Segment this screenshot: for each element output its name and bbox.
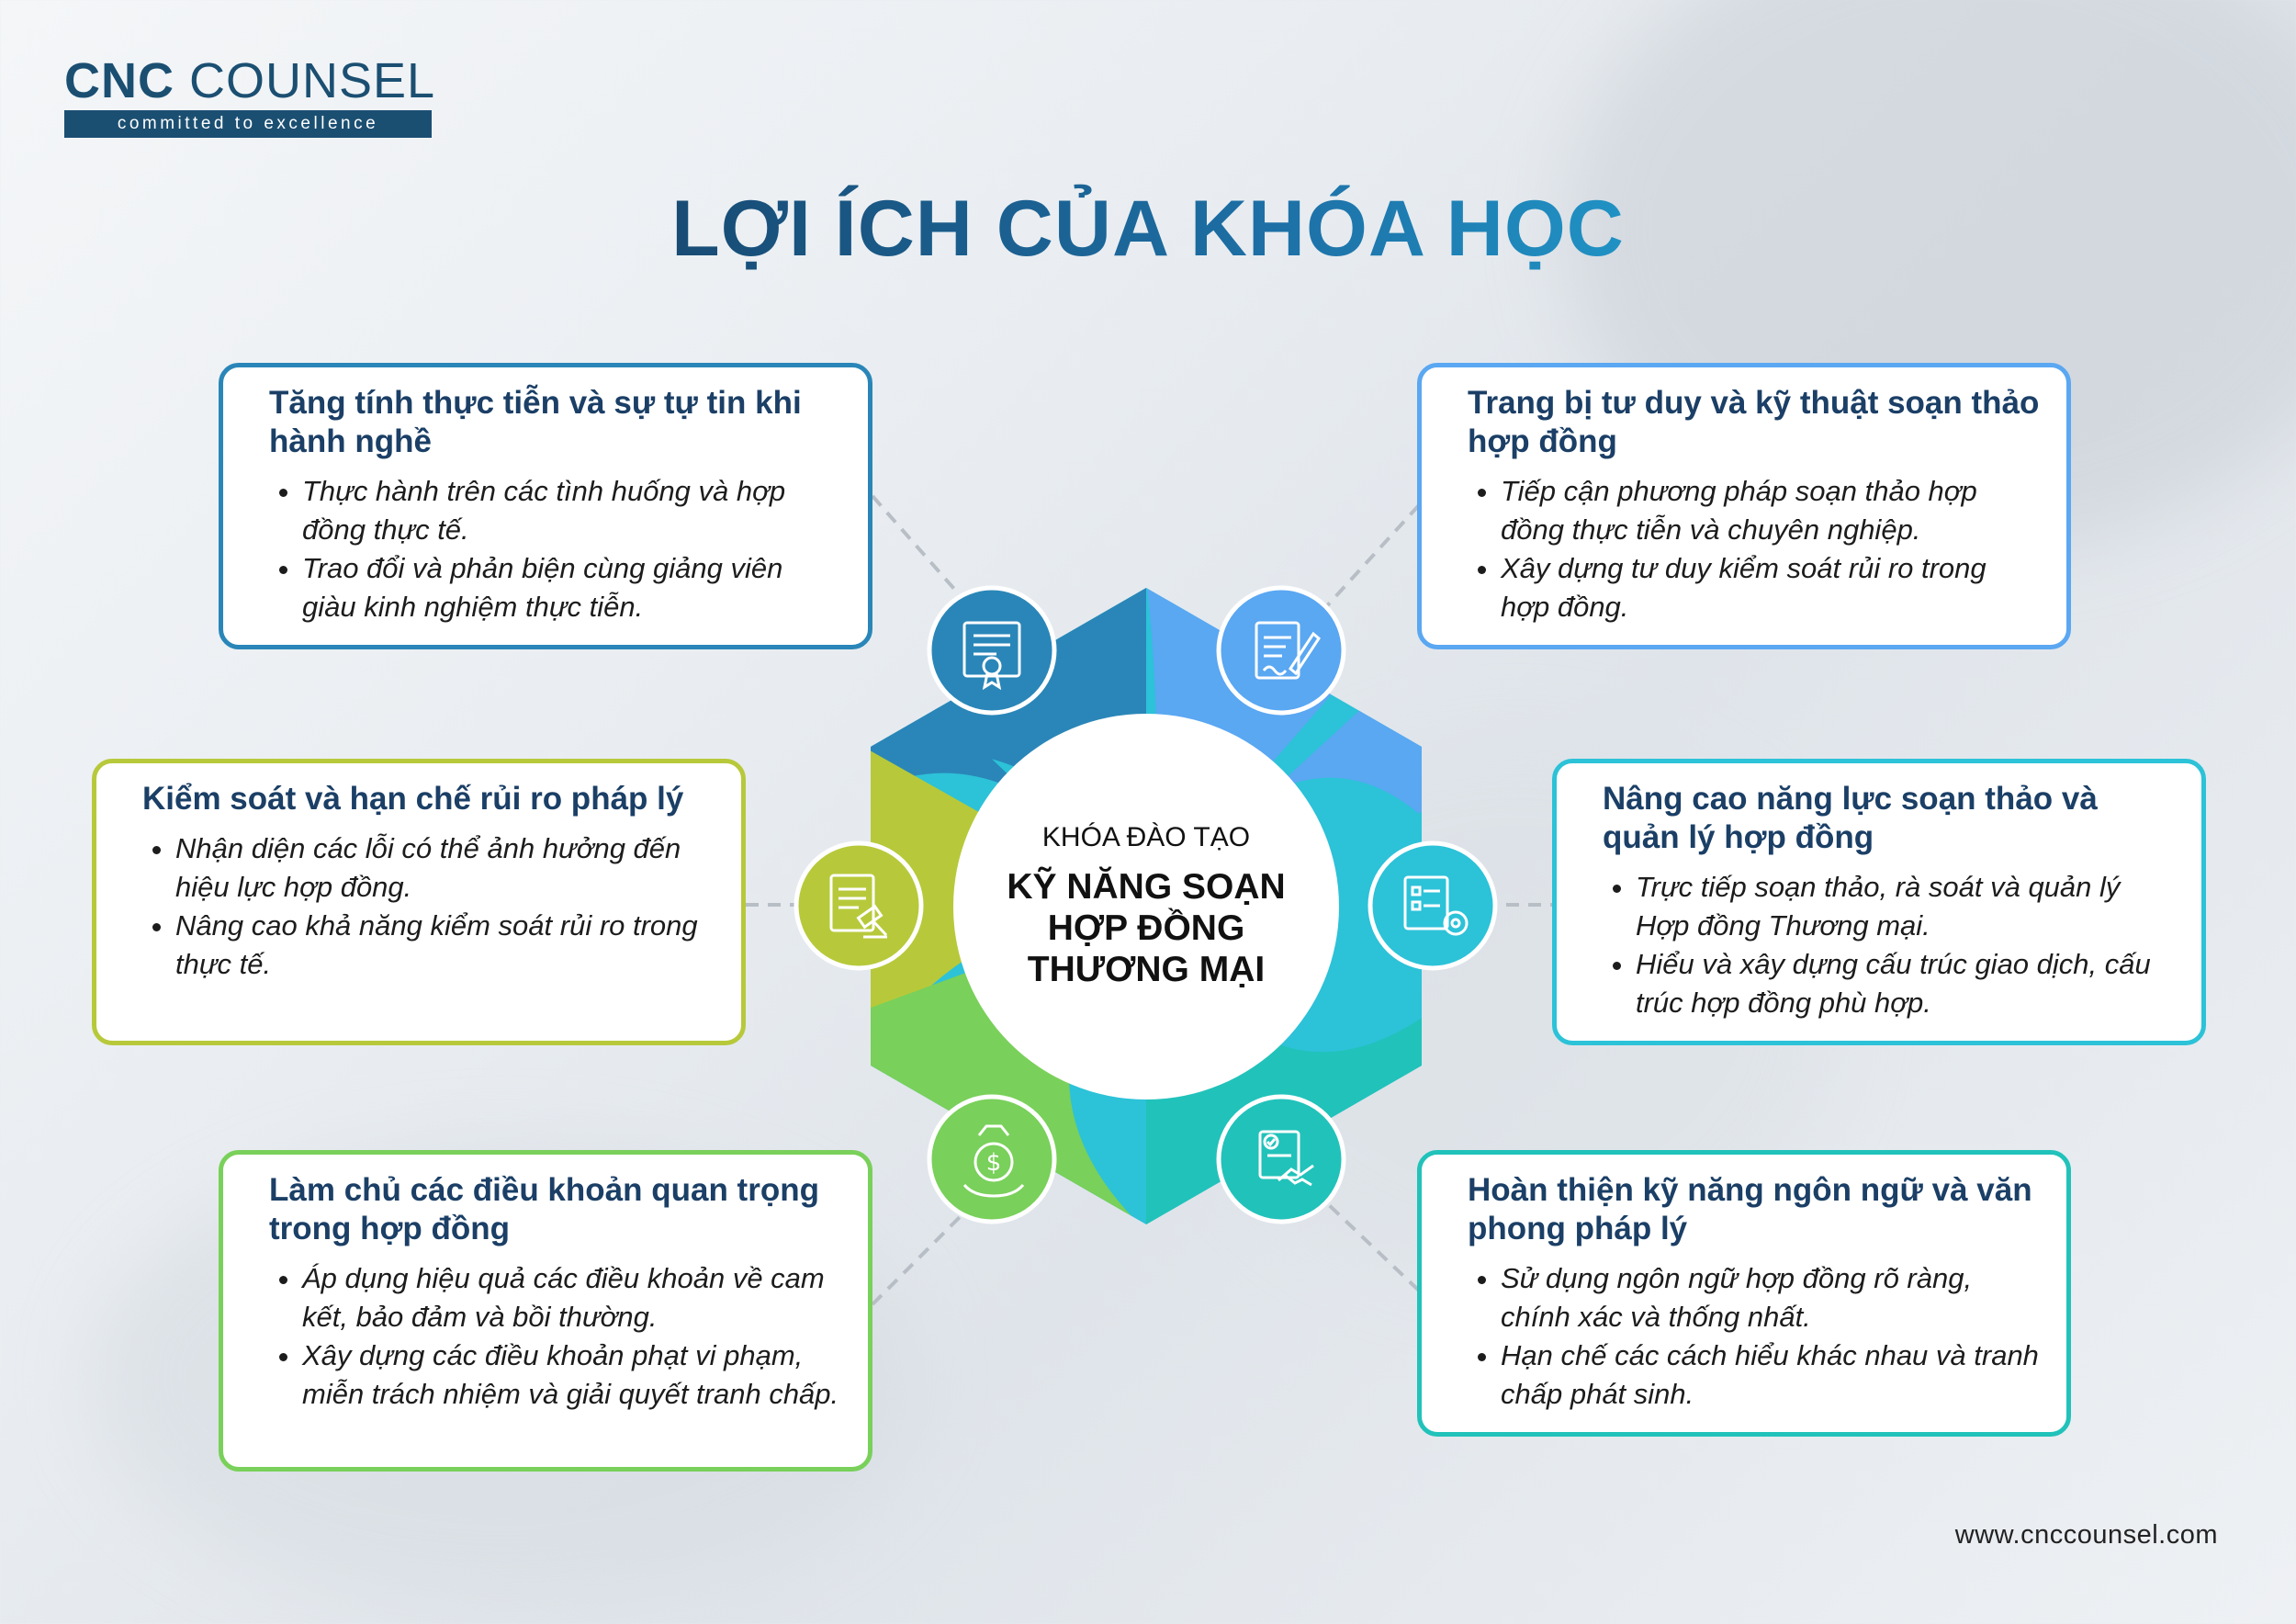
connector-line xyxy=(1327,1203,1419,1291)
card-bullet: • Tiếp cận phương pháp soạn thảo hợp đồng thực tiễn và chuyên nghiệp. xyxy=(1501,472,2041,549)
card-title: Làm chủ các điều khoản quan trọng trong hợp đồng xyxy=(269,1172,819,1246)
connector-line xyxy=(872,496,974,611)
benefit-card-drafting-mindset xyxy=(1417,363,2071,649)
card-title: Trang bị tư duy và kỹ thuật soạn thảo hợp đồng xyxy=(1468,385,2040,459)
card-title: Hoàn thiện kỹ năng ngôn ngữ và văn phong pháp lý xyxy=(1468,1172,2032,1246)
icon-circle-2 xyxy=(1219,588,1344,713)
page-title: LỢI ÍCH CỦA KHÓA HỌC xyxy=(0,184,2296,275)
connector-line xyxy=(1322,505,1419,611)
card-bullet: • Nâng cao khả năng kiểm soát rủi ro trong thực tế. xyxy=(175,907,715,984)
card-bullet: • Nhận diện các lỗi có thể ảnh hưởng đến hiệu lực hợp đồng. xyxy=(175,829,715,907)
benefit-card-contract-management xyxy=(1552,759,2206,1045)
icon-circle-3 xyxy=(796,843,921,968)
connector-line xyxy=(872,1203,974,1304)
card-bullet: • Thực hành trên các tình huống và hợp đồng thực tế. xyxy=(302,472,842,549)
card-title: Tăng tính thực tiễn và sự tự tin khi hành nghề xyxy=(269,385,802,459)
course-title xyxy=(962,822,1330,990)
card-bullet: • Trao đổi và phản biện cùng giảng viên giàu kinh nghiệm thực tiễn. xyxy=(302,549,842,626)
benefit-card-key-clauses xyxy=(219,1150,872,1472)
benefit-card-practicality xyxy=(219,363,872,649)
card-title: Kiểm soát và hạn chế rủi ro pháp lý xyxy=(142,781,684,817)
brand-tagline: committed to excellence xyxy=(64,110,432,138)
course-name-line: HỢP ĐỒNG xyxy=(1047,908,1245,948)
website-url[interactable]: www.cnccounsel.com xyxy=(1954,1520,2218,1550)
course-label: KHÓA ĐÀO TẠO xyxy=(1041,822,1251,852)
card-bullet: • Xây dựng tư duy kiểm soát rủi ro trong hợp đồng. xyxy=(1501,549,2041,626)
brand-name: CNC COUNSEL xyxy=(64,53,436,108)
card-bullet: • Hạn chế các cách hiểu khác nhau và tranh chấp phát sinh. xyxy=(1501,1336,2041,1414)
svg-text:$: $ xyxy=(985,1149,1002,1177)
course-name-line: THƯƠNG MẠI xyxy=(1027,950,1266,989)
benefit-card-risk-control xyxy=(92,759,746,1045)
icon-circle-6 xyxy=(1219,1097,1344,1222)
course-name-line: KỸ NĂNG SOẠN xyxy=(1007,867,1286,907)
card-bullet: • Hiểu và xây dựng cấu trúc giao dịch, cấu trúc hợp đồng phù hợp. xyxy=(1636,945,2176,1022)
card-bullet: • Xây dựng các điều khoản phạt vi phạm, miễn trách nhiệm và giải quyết tranh chấp. xyxy=(302,1336,842,1414)
card-bullet: • Trực tiếp soạn thảo, rà soát và quản lý Hợp đồng Thương mại. xyxy=(1636,868,2176,945)
icon-circle-1 xyxy=(929,588,1054,713)
card-title: Nâng cao năng lực soạn thảo và quản lý hợp đồng xyxy=(1603,781,2098,855)
benefit-card-legal-language xyxy=(1417,1150,2071,1437)
card-bullet: • Áp dụng hiệu quả các điều khoản về cam kết, bảo đảm và bồi thường. xyxy=(302,1259,842,1336)
card-bullet: • Sử dụng ngôn ngữ hợp đồng rõ ràng, chính xác và thống nhất. xyxy=(1501,1259,2041,1336)
